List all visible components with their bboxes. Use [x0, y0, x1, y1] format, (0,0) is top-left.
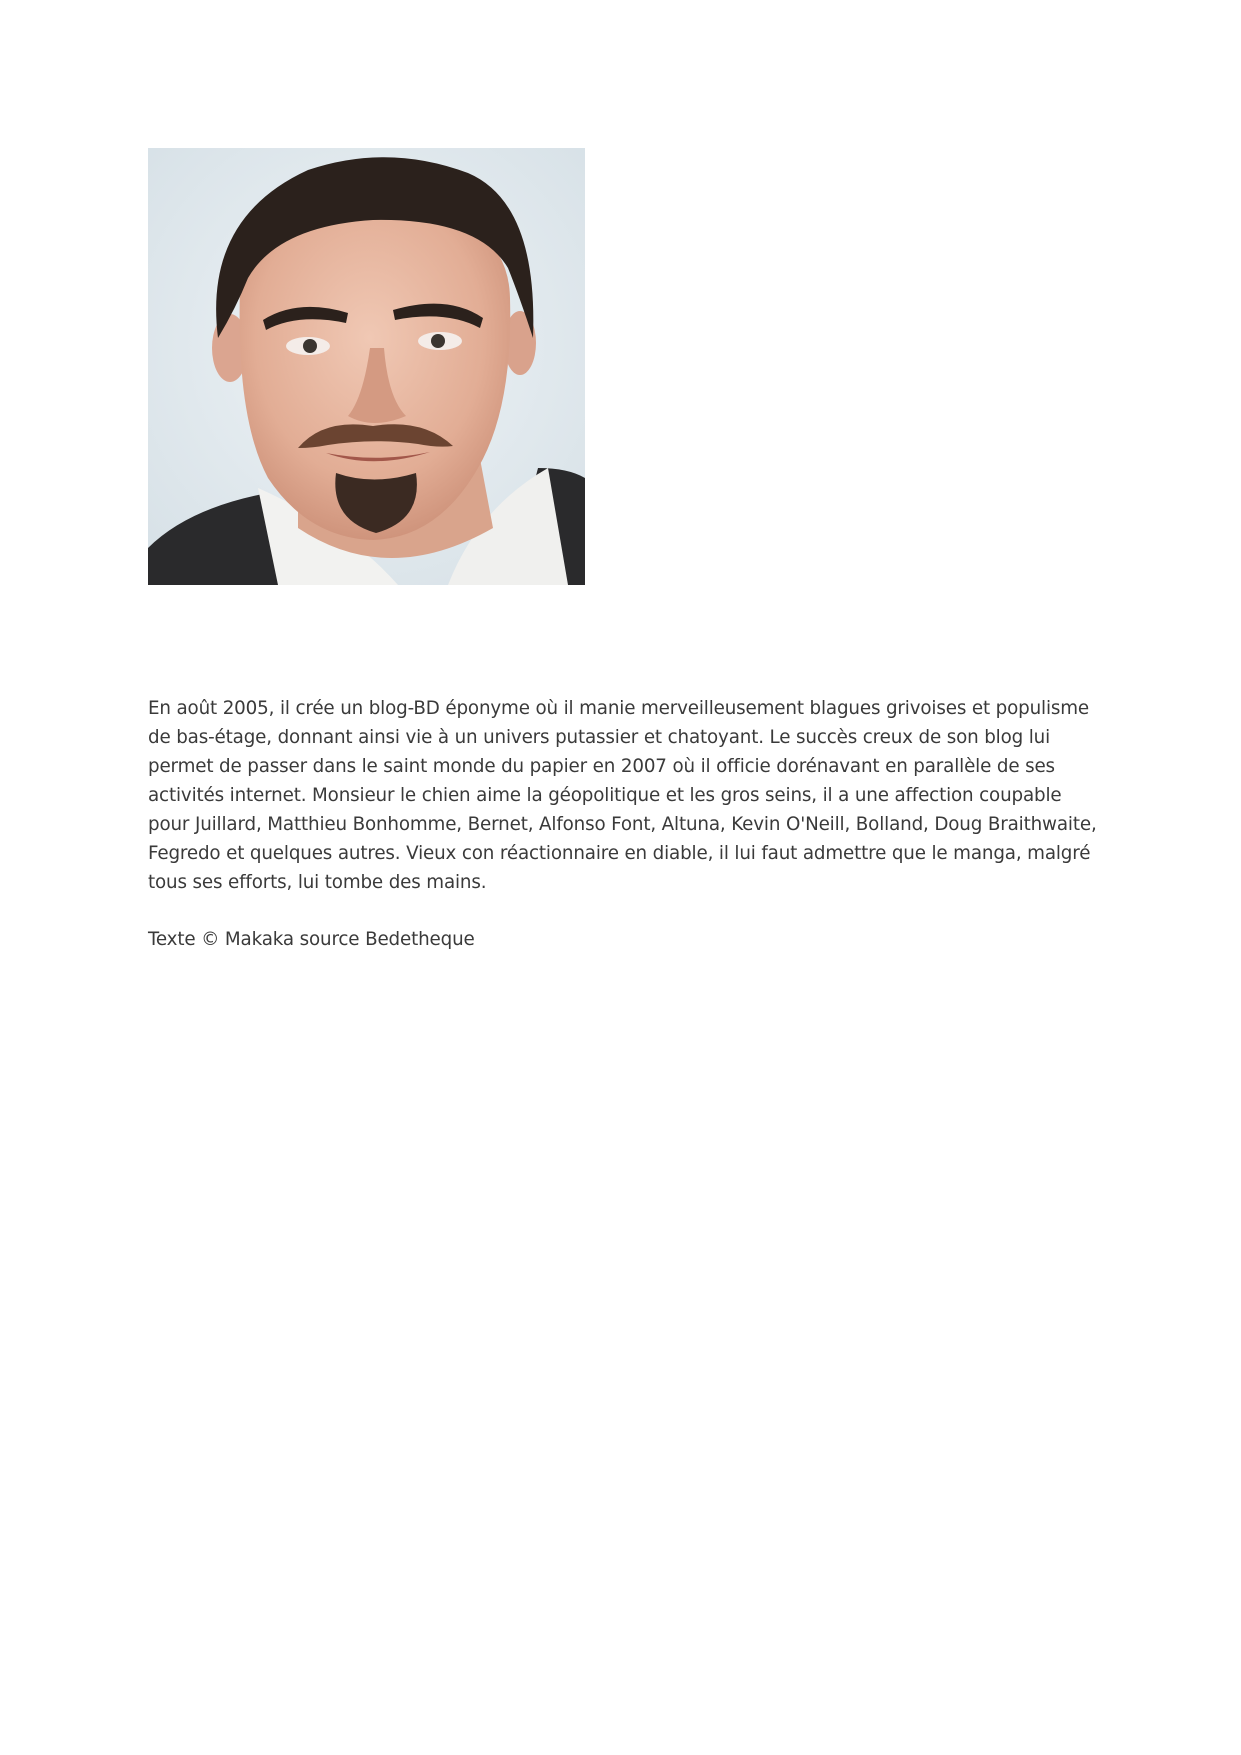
bio-line: activités internet. Monsieur le chien aime la géopolitique et les gros seins, il a une affection coupable [148, 785, 1062, 806]
bio-line: pour Juillard, Matthieu Bonhomme, Bernet, Alfonso Font, Altuna, Kevin O'Neill, Bolland, Doug Braithwaite, [148, 814, 1097, 835]
text-credit: Texte © Makaka source Bedetheque [148, 929, 475, 950]
bio-line: permet de passer dans le saint monde du papier en 2007 où il officie dorénavant en parallèle de ses [148, 756, 1055, 777]
bio-line: tous ses efforts, lui tombe des mains. [148, 872, 487, 893]
left-pupil [303, 339, 317, 353]
bio-line: Fegredo et quelques autres. Vieux con réactionnaire en diable, il lui faut admettre que le manga, malgré [148, 843, 1091, 864]
author-portrait-photo [148, 148, 585, 585]
right-pupil [431, 334, 445, 348]
author-biography [148, 694, 1098, 897]
bio-line: de bas-étage, donnant ainsi vie à un univers putassier et chatoyant. Le succès creux de son blog lui [148, 727, 1051, 748]
bio-line: En août 2005, il crée un blog-BD éponyme où il manie merveilleusement blagues grivoises et populisme [148, 698, 1090, 719]
portrait-illustration [148, 148, 585, 585]
